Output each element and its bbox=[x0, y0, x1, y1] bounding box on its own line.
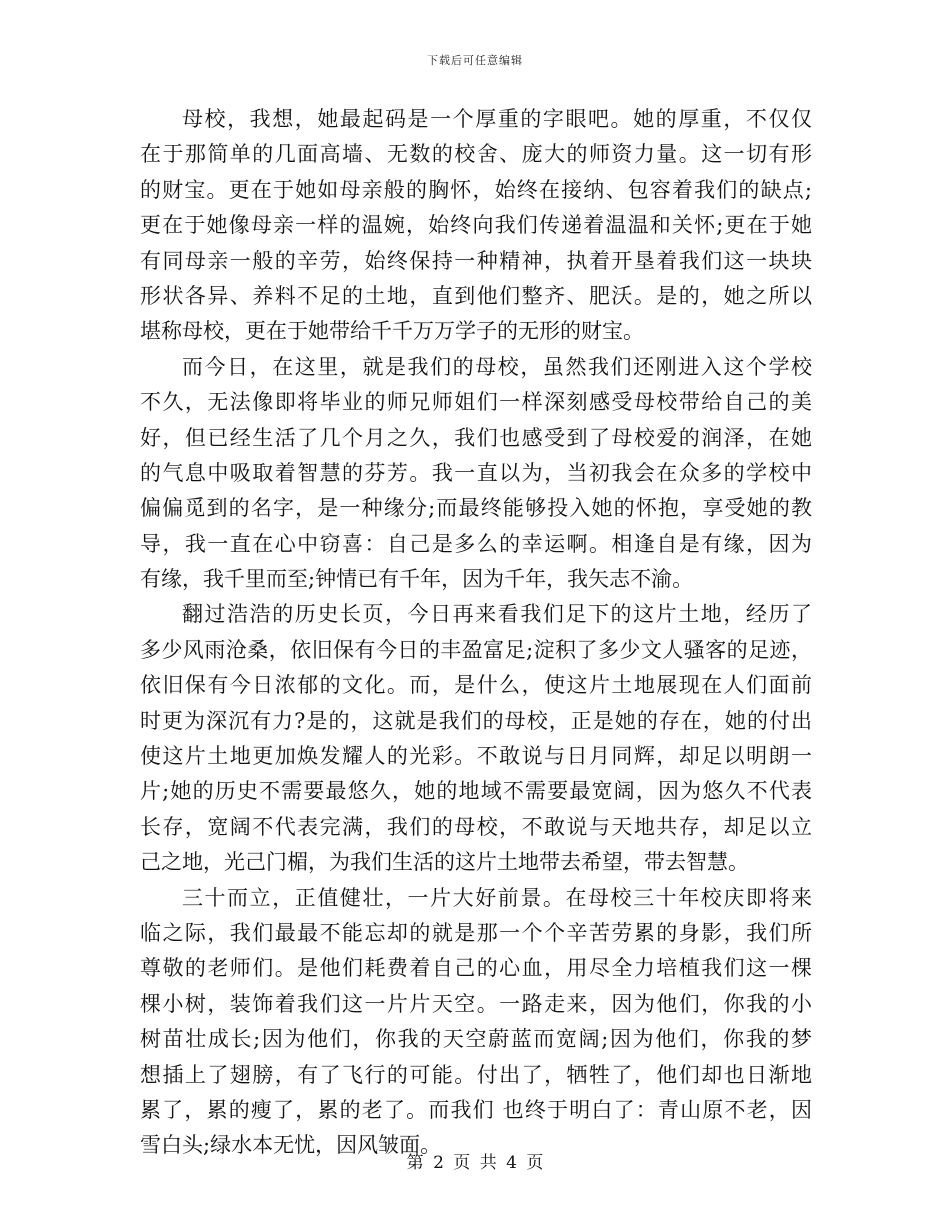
text-line: 树苗壮成长;因为他们，你我的天空蔚蓝而宽阔;因为他们，你我的梦 bbox=[140, 1027, 812, 1052]
text-line: 片;她的历史不需要最悠久，她的地域不需要最宽阔，因为悠久不代表 bbox=[140, 779, 812, 804]
text-line: 更在于她像母亲一样的温婉，始终向我们传递着温温和关怀;更在于她 bbox=[140, 213, 812, 238]
text-line: 的气息中吸取着智慧的芬芳。我一直以为，当初我会在众多的学校中 bbox=[140, 460, 812, 485]
text-line: 长存，宽阔不代表完满，我们的母校，不敢说与天地共存，却足以立 bbox=[140, 814, 812, 839]
text-line: 母校，我想，她最起码是一个厚重的字眼吧。她的厚重，不仅仅 bbox=[182, 107, 812, 131]
text-line: 在于那简单的几面高墙、无数的校舍、庞大的师资力量。这一切有形 bbox=[140, 142, 812, 167]
text-line: 雪白头;绿水本无忧，因风皱面。 bbox=[140, 1133, 442, 1158]
text-line: 临之际，我们最最不能忘却的就是那一个个辛苦劳累的身影，我们所 bbox=[140, 920, 812, 945]
text-line: 时更为深沉有力?是的，这就是我们的母校，正是她的存在，她的付出 bbox=[140, 708, 812, 733]
text-line: 尊敬的老师们。是他们耗费着自己的心血，用尽全力培植我们这一棵 bbox=[140, 956, 812, 981]
text-line: 好，但已经生活了几个月之久，我们也感受到了母校爱的润泽，在她 bbox=[140, 425, 812, 450]
text-line: 使这片土地更加焕发耀人的光彩。不敢说与日月同辉，却足以明朗一 bbox=[140, 744, 812, 769]
text-line: 形状各异、养料不足的土地，直到他们整齐、肥沃。是的，她之所以 bbox=[140, 283, 812, 308]
text-line: 累了，累的瘦了，累的老了。而我们 也终于明白了：青山原不老，因 bbox=[140, 1097, 812, 1122]
text-line: 棵小树，装饰着我们这一片片天空。一路走来，因为他们，你我的小 bbox=[140, 991, 812, 1016]
text-line: 有同母亲一般的辛劳，始终保持一种精神，执着开垦着我们这一块块 bbox=[140, 248, 812, 273]
paragraph-3 bbox=[140, 597, 812, 880]
paragraph-2 bbox=[140, 350, 812, 598]
text-line: 有缘，我千里而至;钟情已有千年，因为千年，我矢志不渝。 bbox=[140, 567, 694, 592]
text-line: 想插上了翅膀，有了飞行的可能。付出了，牺牲了，他们却也日渐地 bbox=[140, 1062, 812, 1087]
text-line: 多少风雨沧桑，依旧保有今日的丰盈富足;淀积了多少文人骚客的足迹， bbox=[140, 637, 812, 662]
text-line: 而今日，在这里，就是我们的母校，虽然我们还刚进入这个学校 bbox=[182, 354, 812, 379]
text-line: 翻过浩浩的历史长页，今日再来看我们足下的这片土地，经历了 bbox=[182, 602, 812, 627]
text-line: 的财宝。更在于她如母亲般的胸怀，始终在接纳、包容着我们的缺点; bbox=[140, 177, 812, 202]
page-number: 第 2 页 共 4 页 bbox=[406, 1153, 544, 1173]
page-header: 下载后可任意编辑 bbox=[427, 54, 523, 67]
paragraph-4 bbox=[140, 881, 812, 1164]
paragraph-1 bbox=[140, 102, 812, 350]
document-body bbox=[140, 102, 812, 1164]
text-line: 偏偏觅到的名字，是一种缘分;而最终能够投入她的怀抱，享受她的教 bbox=[140, 496, 812, 521]
text-line: 己之地，光己门楣，为我们生活的这片土地带去希望，带去智慧。 bbox=[140, 850, 749, 875]
text-line: 堪称母校，更在于她带给千千万万学子的无形的财宝。 bbox=[140, 319, 644, 344]
text-line: 三十而立，正值健壮，一片大好前景。在母校三十年校庆即将来 bbox=[182, 885, 812, 910]
text-line: 不久，无法像即将毕业的师兄师姐们一样深刻感受母校带给自己的美 bbox=[140, 390, 812, 415]
text-line: 导，我一直在心中窃喜：自己是多么的幸运啊。相逢自是有缘，因为 bbox=[140, 531, 812, 556]
text-line: 依旧保有今日浓郁的文化。而，是什么，使这片土地展现在人们面前 bbox=[140, 673, 812, 698]
